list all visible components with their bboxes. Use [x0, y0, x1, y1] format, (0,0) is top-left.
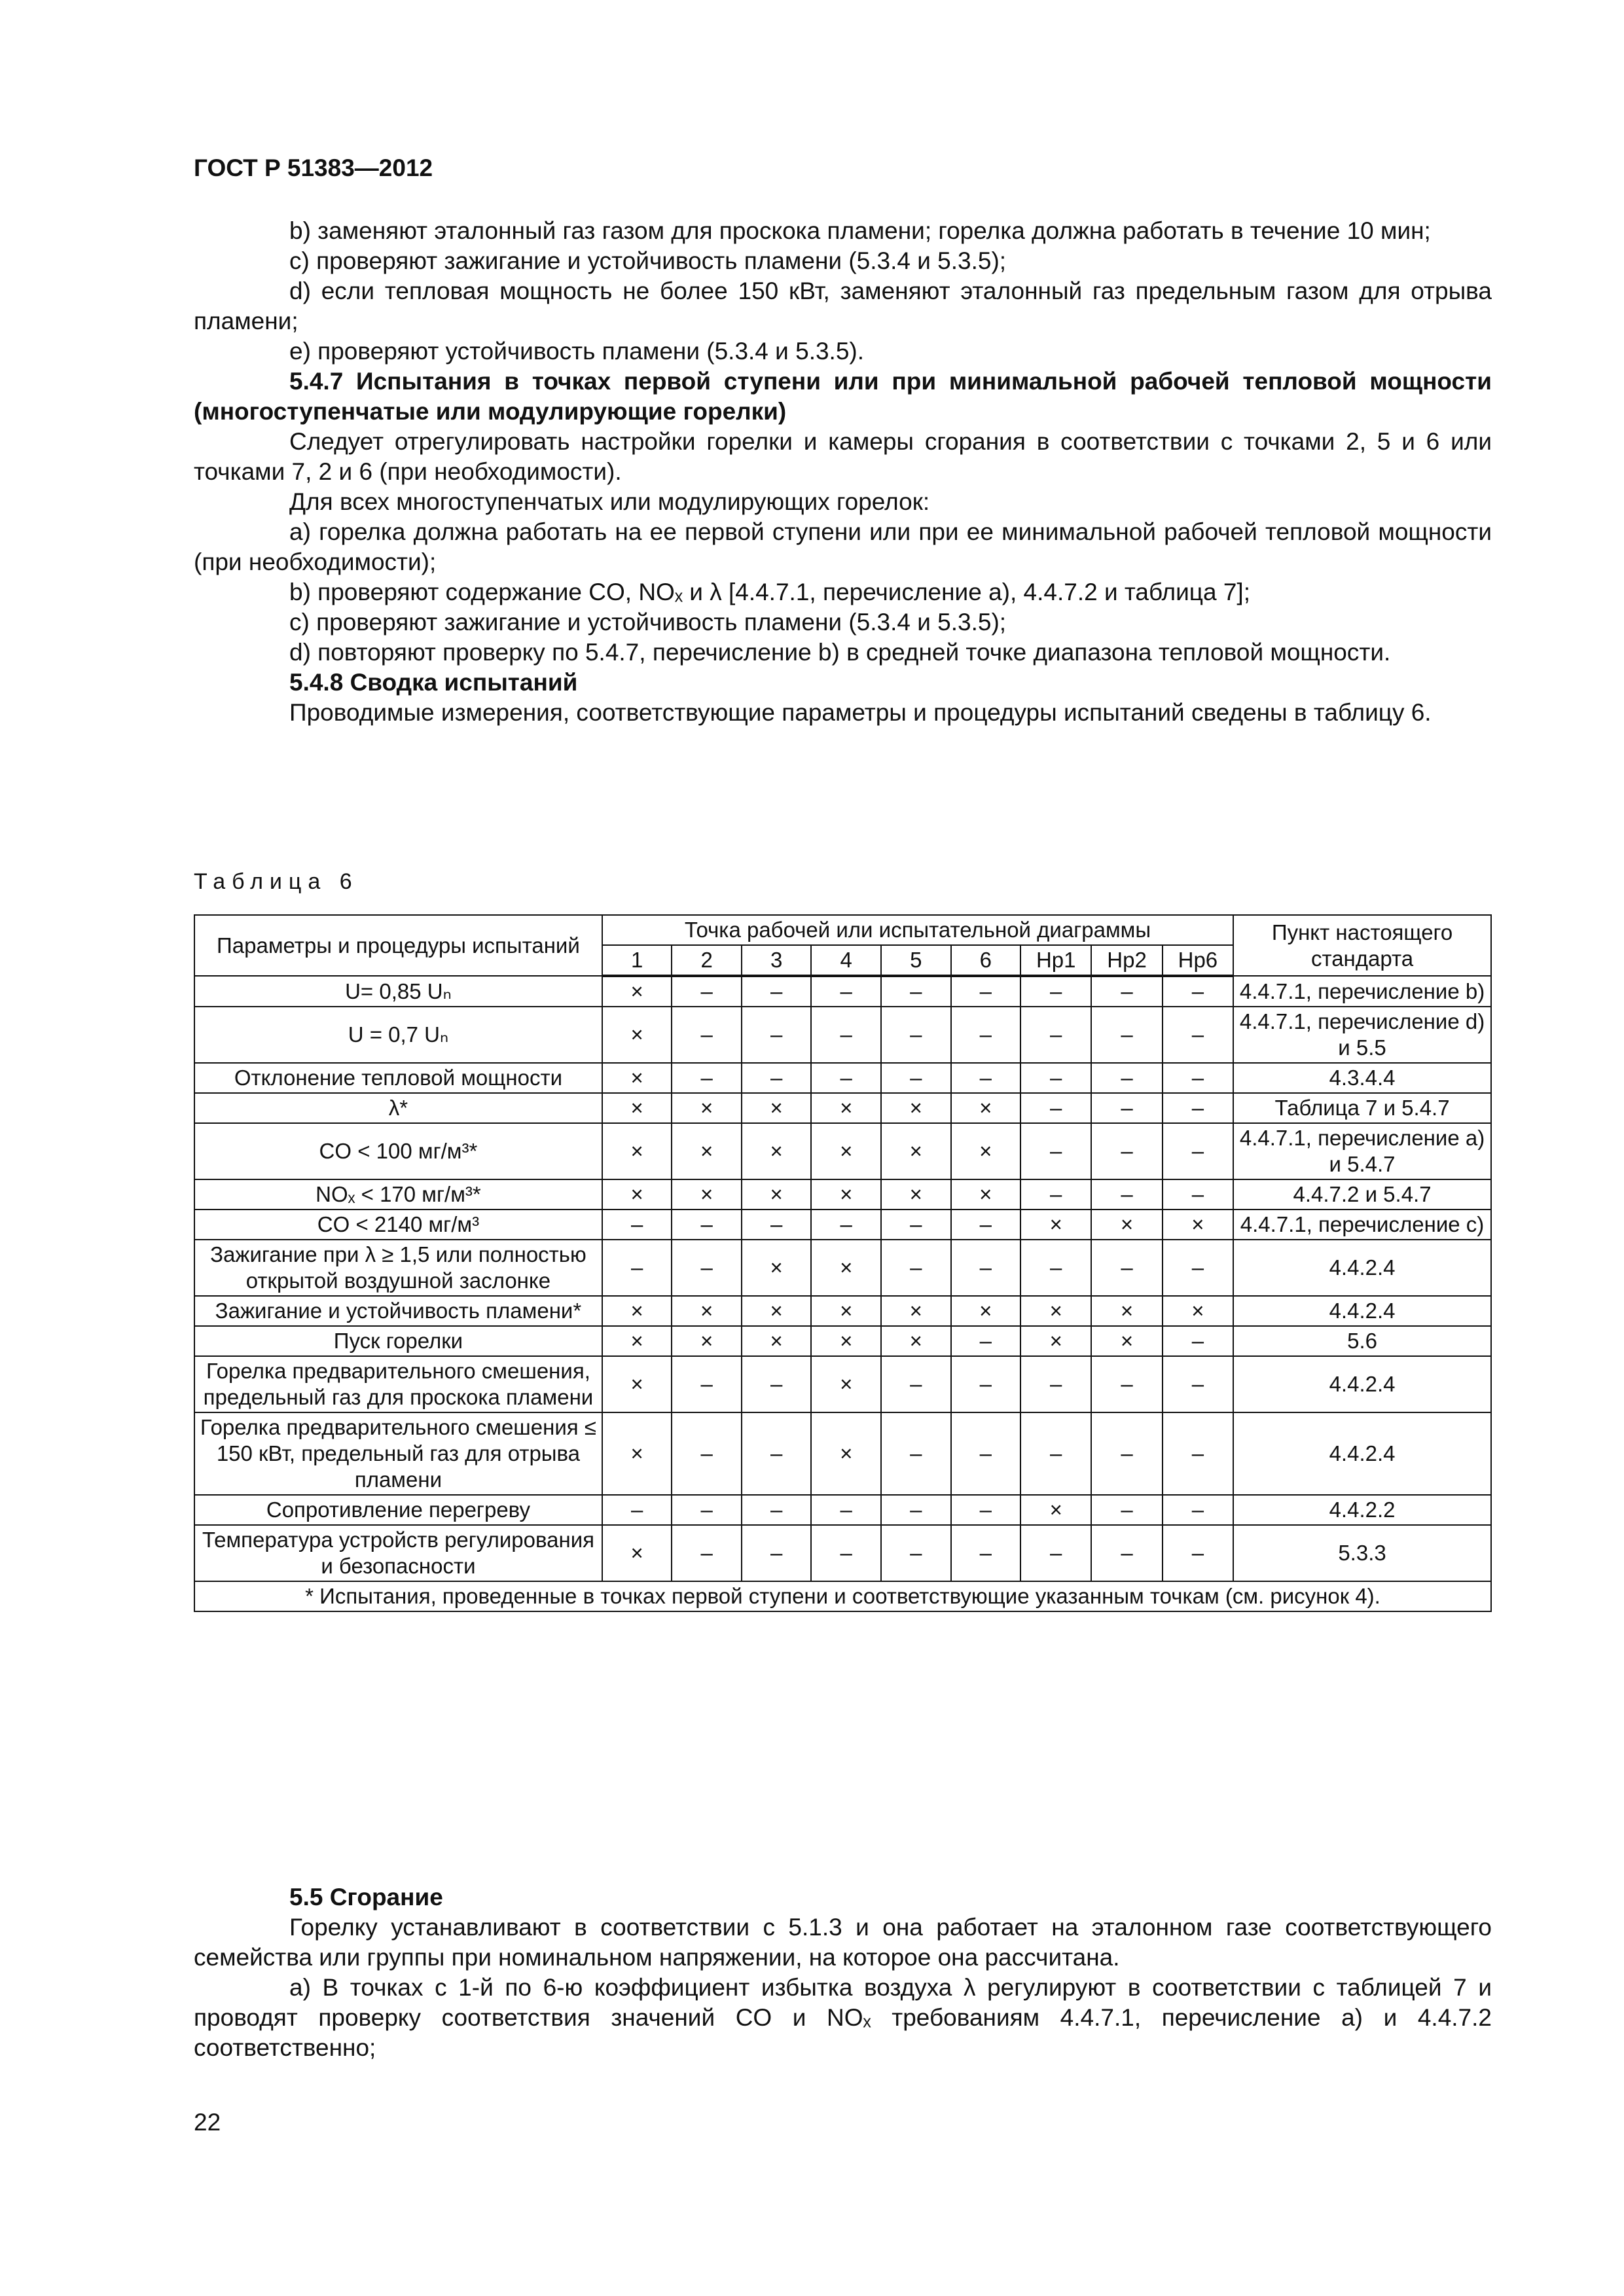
- mark-cell: ×: [602, 1007, 672, 1063]
- paragraph: b) заменяют эталонный газ газом для проскока пламени; горелка должна работать в течение 10 мин;: [289, 217, 1431, 244]
- mark-cell: –: [1020, 1063, 1091, 1093]
- mark-cell: –: [742, 1063, 812, 1093]
- clause-cell: 4.4.7.1, перечисление c): [1233, 1210, 1491, 1240]
- mark-cell: –: [672, 976, 742, 1007]
- param-cell: NOₓ < 170 мг/м³*: [194, 1179, 602, 1210]
- param-cell: CO < 2140 мг/м³: [194, 1210, 602, 1240]
- clause-cell: 4.4.2.4: [1233, 1356, 1491, 1412]
- clause-cell: 5.6: [1233, 1326, 1491, 1356]
- mark-cell: ×: [672, 1296, 742, 1326]
- mark-cell: –: [672, 1525, 742, 1581]
- point-header: Hp6: [1163, 945, 1233, 976]
- mark-cell: ×: [811, 1326, 881, 1356]
- param-cell: Горелка предварительного смешения, предельный газ для проскока пламени: [194, 1356, 602, 1412]
- table-row: [194, 1123, 1491, 1179]
- mark-cell: ×: [1020, 1210, 1091, 1240]
- paragraph: Проводимые измерения, соответствующие параметры и процедуры испытаний сведены в таблицу 6.: [289, 699, 1432, 726]
- mark-cell: ×: [672, 1123, 742, 1179]
- mark-cell: ×: [1091, 1326, 1162, 1356]
- col-header-param: Параметры и процедуры испытаний: [194, 915, 602, 976]
- mark-cell: –: [1020, 1123, 1091, 1179]
- mark-cell: –: [811, 976, 881, 1007]
- table-row: [194, 1179, 1491, 1210]
- mark-cell: –: [881, 1007, 951, 1063]
- mark-cell: –: [881, 1356, 951, 1412]
- mark-cell: ×: [602, 1525, 672, 1581]
- mark-cell: –: [811, 1495, 881, 1525]
- mark-cell: –: [881, 1210, 951, 1240]
- param-cell: λ*: [194, 1093, 602, 1123]
- mark-cell: –: [881, 1495, 951, 1525]
- mark-cell: ×: [811, 1412, 881, 1495]
- mark-cell: –: [1020, 1525, 1091, 1581]
- mark-cell: ×: [742, 1179, 812, 1210]
- mark-cell: –: [1091, 1063, 1162, 1093]
- mark-cell: ×: [811, 1296, 881, 1326]
- col-header-points: Точка рабочей или испытательной диаграммы: [602, 915, 1233, 945]
- mark-cell: –: [1020, 1093, 1091, 1123]
- mark-cell: –: [881, 1412, 951, 1495]
- mark-cell: –: [742, 1412, 812, 1495]
- mark-cell: –: [1163, 1063, 1233, 1093]
- col-header-clause: Пункт настоящего стандарта: [1233, 915, 1491, 976]
- clause-cell: 4.4.7.1, перечисление b): [1233, 976, 1491, 1007]
- point-header: 4: [811, 945, 881, 976]
- mark-cell: ×: [742, 1326, 812, 1356]
- mark-cell: –: [951, 1240, 1021, 1296]
- param-cell: CO < 100 мг/м³*: [194, 1123, 602, 1179]
- mark-cell: –: [672, 1210, 742, 1240]
- mark-cell: –: [951, 1210, 1021, 1240]
- clause-cell: 4.4.7.1, перечисление а) и 5.4.7: [1233, 1123, 1491, 1179]
- param-cell: U = 0,7 Uₙ: [194, 1007, 602, 1063]
- mark-cell: ×: [881, 1326, 951, 1356]
- param-cell: Зажигание и устойчивость пламени*: [194, 1296, 602, 1326]
- table-row: [194, 1093, 1491, 1123]
- mark-cell: –: [1163, 1356, 1233, 1412]
- mark-cell: –: [811, 1210, 881, 1240]
- mark-cell: –: [1020, 1412, 1091, 1495]
- table-row: [194, 1412, 1491, 1495]
- paragraph: a) горелка должна работать на ее первой ступени или при ее минимальной рабочей тепловой мощности (при необходимости);: [194, 518, 1492, 575]
- table-row: [194, 1525, 1491, 1581]
- mark-cell: –: [951, 1525, 1021, 1581]
- paragraph: e) проверяют устойчивость пламени (5.3.4 и 5.3.5).: [289, 338, 865, 365]
- mark-cell: ×: [1091, 1210, 1162, 1240]
- mark-cell: –: [1091, 1356, 1162, 1412]
- mark-cell: –: [1091, 1495, 1162, 1525]
- point-header: 6: [951, 945, 1021, 976]
- point-header: Hp1: [1020, 945, 1091, 976]
- mark-cell: ×: [602, 1356, 672, 1412]
- table-row: [194, 1063, 1491, 1093]
- mark-cell: –: [672, 1356, 742, 1412]
- mark-cell: –: [1163, 976, 1233, 1007]
- table-row: [194, 1296, 1491, 1326]
- mark-cell: –: [742, 976, 812, 1007]
- mark-cell: –: [1163, 1412, 1233, 1495]
- paragraph: Для всех многоступенчатых или модулирующих горелок:: [289, 488, 930, 515]
- mark-cell: –: [1020, 976, 1091, 1007]
- clause-cell: 4.4.7.2 и 5.4.7: [1233, 1179, 1491, 1210]
- mark-cell: ×: [742, 1093, 812, 1123]
- mark-cell: –: [672, 1412, 742, 1495]
- clause-cell: Таблица 7 и 5.4.7: [1233, 1093, 1491, 1123]
- table-caption: Таблица 6: [194, 869, 359, 894]
- paragraph: 5.4.8 Сводка испытаний: [289, 669, 578, 696]
- mark-cell: –: [951, 1326, 1021, 1356]
- mark-cell: ×: [881, 1123, 951, 1179]
- mark-cell: –: [1091, 1240, 1162, 1296]
- mark-cell: –: [1163, 1179, 1233, 1210]
- point-header: 1: [602, 945, 672, 976]
- mark-cell: ×: [811, 1093, 881, 1123]
- paragraph: а) В точках с 1-й по 6-ю коэффициент избытка воздуха λ регулируют в соответствии с таблицей 7 и проводят проверку соответствия значений CO и NOₓ требованиям 4.4.7.1, перечисление а) и 4.4.7.2 соответственно;: [194, 1974, 1492, 2061]
- mark-cell: –: [742, 1356, 812, 1412]
- paragraph: c) проверяют зажигание и устойчивость пламени (5.3.4 и 5.3.5);: [289, 609, 1007, 636]
- mark-cell: –: [1020, 1356, 1091, 1412]
- mark-cell: –: [1020, 1007, 1091, 1063]
- mark-cell: ×: [1163, 1210, 1233, 1240]
- clause-cell: 5.3.3: [1233, 1525, 1491, 1581]
- mark-cell: –: [881, 1525, 951, 1581]
- mark-cell: ×: [602, 1326, 672, 1356]
- mark-cell: –: [811, 1063, 881, 1093]
- mark-cell: ×: [881, 1179, 951, 1210]
- table-6: [194, 914, 1492, 1612]
- mark-cell: ×: [602, 1296, 672, 1326]
- mark-cell: ×: [742, 1296, 812, 1326]
- mark-cell: –: [1163, 1007, 1233, 1063]
- param-cell: Пуск горелки: [194, 1326, 602, 1356]
- paragraph: Следует отрегулировать настройки горелки и камеры сгорания в соответствии с точками 2, 5 и 6 или точками 7, 2 и 6 (при необходимости).: [194, 428, 1492, 485]
- param-cell: Зажигание при λ ≥ 1,5 или полностью открытой воздушной заслонке: [194, 1240, 602, 1296]
- clause-cell: 4.4.2.4: [1233, 1240, 1491, 1296]
- mark-cell: –: [1163, 1326, 1233, 1356]
- mark-cell: ×: [811, 1356, 881, 1412]
- clause-cell: 4.4.2.2: [1233, 1495, 1491, 1525]
- mark-cell: ×: [602, 1123, 672, 1179]
- mark-cell: –: [672, 1240, 742, 1296]
- mark-cell: –: [1020, 1179, 1091, 1210]
- mark-cell: ×: [881, 1296, 951, 1326]
- table-row: [194, 1326, 1491, 1356]
- table-footnote: * Испытания, проведенные в точках первой ступени и соответствующие указанным точкам (см. рисунок 4).: [194, 1581, 1491, 1611]
- mark-cell: ×: [951, 1296, 1021, 1326]
- mark-cell: –: [602, 1495, 672, 1525]
- mark-cell: ×: [672, 1326, 742, 1356]
- paragraph: d) если тепловая мощность не более 150 кВт, заменяют эталонный газ предельным газом для отрыва пламени;: [194, 278, 1492, 334]
- mark-cell: –: [881, 1240, 951, 1296]
- mark-cell: –: [811, 1007, 881, 1063]
- mark-cell: –: [602, 1240, 672, 1296]
- mark-cell: ×: [742, 1123, 812, 1179]
- clause-cell: 4.4.2.4: [1233, 1296, 1491, 1326]
- paragraph: c) проверяют зажигание и устойчивость пламени (5.3.4 и 5.3.5);: [289, 247, 1007, 274]
- mark-cell: ×: [811, 1179, 881, 1210]
- mark-cell: –: [742, 1210, 812, 1240]
- mark-cell: ×: [602, 1093, 672, 1123]
- mark-cell: –: [881, 976, 951, 1007]
- paragraph: 5.5 Сгорание: [289, 1884, 443, 1910]
- mark-cell: ×: [1020, 1296, 1091, 1326]
- point-header: 5: [881, 945, 951, 976]
- table-row: [194, 1210, 1491, 1240]
- mark-cell: ×: [951, 1123, 1021, 1179]
- mark-cell: –: [1163, 1495, 1233, 1525]
- mark-cell: –: [1091, 976, 1162, 1007]
- mark-cell: ×: [811, 1240, 881, 1296]
- mark-cell: –: [1091, 1412, 1162, 1495]
- mark-cell: –: [1163, 1240, 1233, 1296]
- mark-cell: –: [1091, 1007, 1162, 1063]
- mark-cell: –: [742, 1495, 812, 1525]
- mark-cell: ×: [602, 1063, 672, 1093]
- mark-cell: ×: [1091, 1296, 1162, 1326]
- mark-cell: –: [951, 1007, 1021, 1063]
- mark-cell: ×: [672, 1093, 742, 1123]
- mark-cell: –: [1163, 1525, 1233, 1581]
- mark-cell: –: [742, 1525, 812, 1581]
- document-header: ГОСТ Р 51383—2012: [194, 154, 433, 181]
- mark-cell: –: [1091, 1123, 1162, 1179]
- mark-cell: –: [1020, 1240, 1091, 1296]
- mark-cell: –: [951, 1356, 1021, 1412]
- mark-cell: –: [951, 1412, 1021, 1495]
- clause-cell: 4.4.2.4: [1233, 1412, 1491, 1495]
- table-row: [194, 1007, 1491, 1063]
- param-cell: Температура устройств регулирования и безопасности: [194, 1525, 602, 1581]
- param-cell: Отклонение тепловой мощности: [194, 1063, 602, 1093]
- page-number: 22: [194, 2109, 221, 2136]
- body-text-bottom: [194, 1882, 1492, 2063]
- mark-cell: ×: [1020, 1495, 1091, 1525]
- mark-cell: –: [951, 1495, 1021, 1525]
- mark-cell: ×: [602, 1412, 672, 1495]
- mark-cell: –: [672, 1007, 742, 1063]
- mark-cell: ×: [1163, 1296, 1233, 1326]
- mark-cell: –: [951, 1063, 1021, 1093]
- paragraph: b) проверяют содержание CO, NOₓ и λ [4.4.7.1, перечисление а), 4.4.7.2 и таблица 7];: [289, 579, 1250, 605]
- mark-cell: –: [1091, 1525, 1162, 1581]
- param-cell: U= 0,85 Uₙ: [194, 976, 602, 1007]
- mark-cell: –: [1091, 1093, 1162, 1123]
- paragraph: d) повторяют проверку по 5.4.7, перечисление b) в средней точке диапазона тепловой мощности.: [289, 639, 1391, 666]
- table-row: [194, 1356, 1491, 1412]
- clause-cell: 4.3.4.4: [1233, 1063, 1491, 1093]
- mark-cell: –: [602, 1210, 672, 1240]
- mark-cell: ×: [811, 1123, 881, 1179]
- table-row: [194, 1240, 1491, 1296]
- mark-cell: –: [1163, 1093, 1233, 1123]
- paragraph: 5.4.7 Испытания в точках первой ступени или при минимальной рабочей тепловой мощности (многоступенчатые или модулирующие горелки): [194, 368, 1492, 425]
- mark-cell: –: [1091, 1179, 1162, 1210]
- mark-cell: ×: [672, 1179, 742, 1210]
- mark-cell: –: [1163, 1123, 1233, 1179]
- mark-cell: ×: [602, 1179, 672, 1210]
- point-header: 3: [742, 945, 812, 976]
- mark-cell: –: [742, 1007, 812, 1063]
- mark-cell: ×: [951, 1093, 1021, 1123]
- mark-cell: ×: [742, 1240, 812, 1296]
- mark-cell: –: [881, 1063, 951, 1093]
- param-cell: Горелка предварительного смешения ≤ 150 кВт, предельный газ для отрыва пламени: [194, 1412, 602, 1495]
- paragraph: Горелку устанавливают в соответствии с 5.1.3 и она работает на эталонном газе соответствующего семейства или группы при номинальном напряжении, на которое она рассчитана.: [194, 1914, 1492, 1971]
- point-header: Hp2: [1091, 945, 1162, 976]
- mark-cell: –: [951, 976, 1021, 1007]
- body-text-top: [194, 216, 1492, 728]
- mark-cell: ×: [881, 1093, 951, 1123]
- table-row: [194, 976, 1491, 1007]
- mark-cell: ×: [602, 976, 672, 1007]
- mark-cell: –: [672, 1495, 742, 1525]
- point-header: 2: [672, 945, 742, 976]
- param-cell: Сопротивление перегреву: [194, 1495, 602, 1525]
- mark-cell: ×: [951, 1179, 1021, 1210]
- mark-cell: ×: [1020, 1326, 1091, 1356]
- clause-cell: 4.4.7.1, перечисление d) и 5.5: [1233, 1007, 1491, 1063]
- table-row: [194, 1495, 1491, 1525]
- mark-cell: –: [672, 1063, 742, 1093]
- mark-cell: –: [811, 1525, 881, 1581]
